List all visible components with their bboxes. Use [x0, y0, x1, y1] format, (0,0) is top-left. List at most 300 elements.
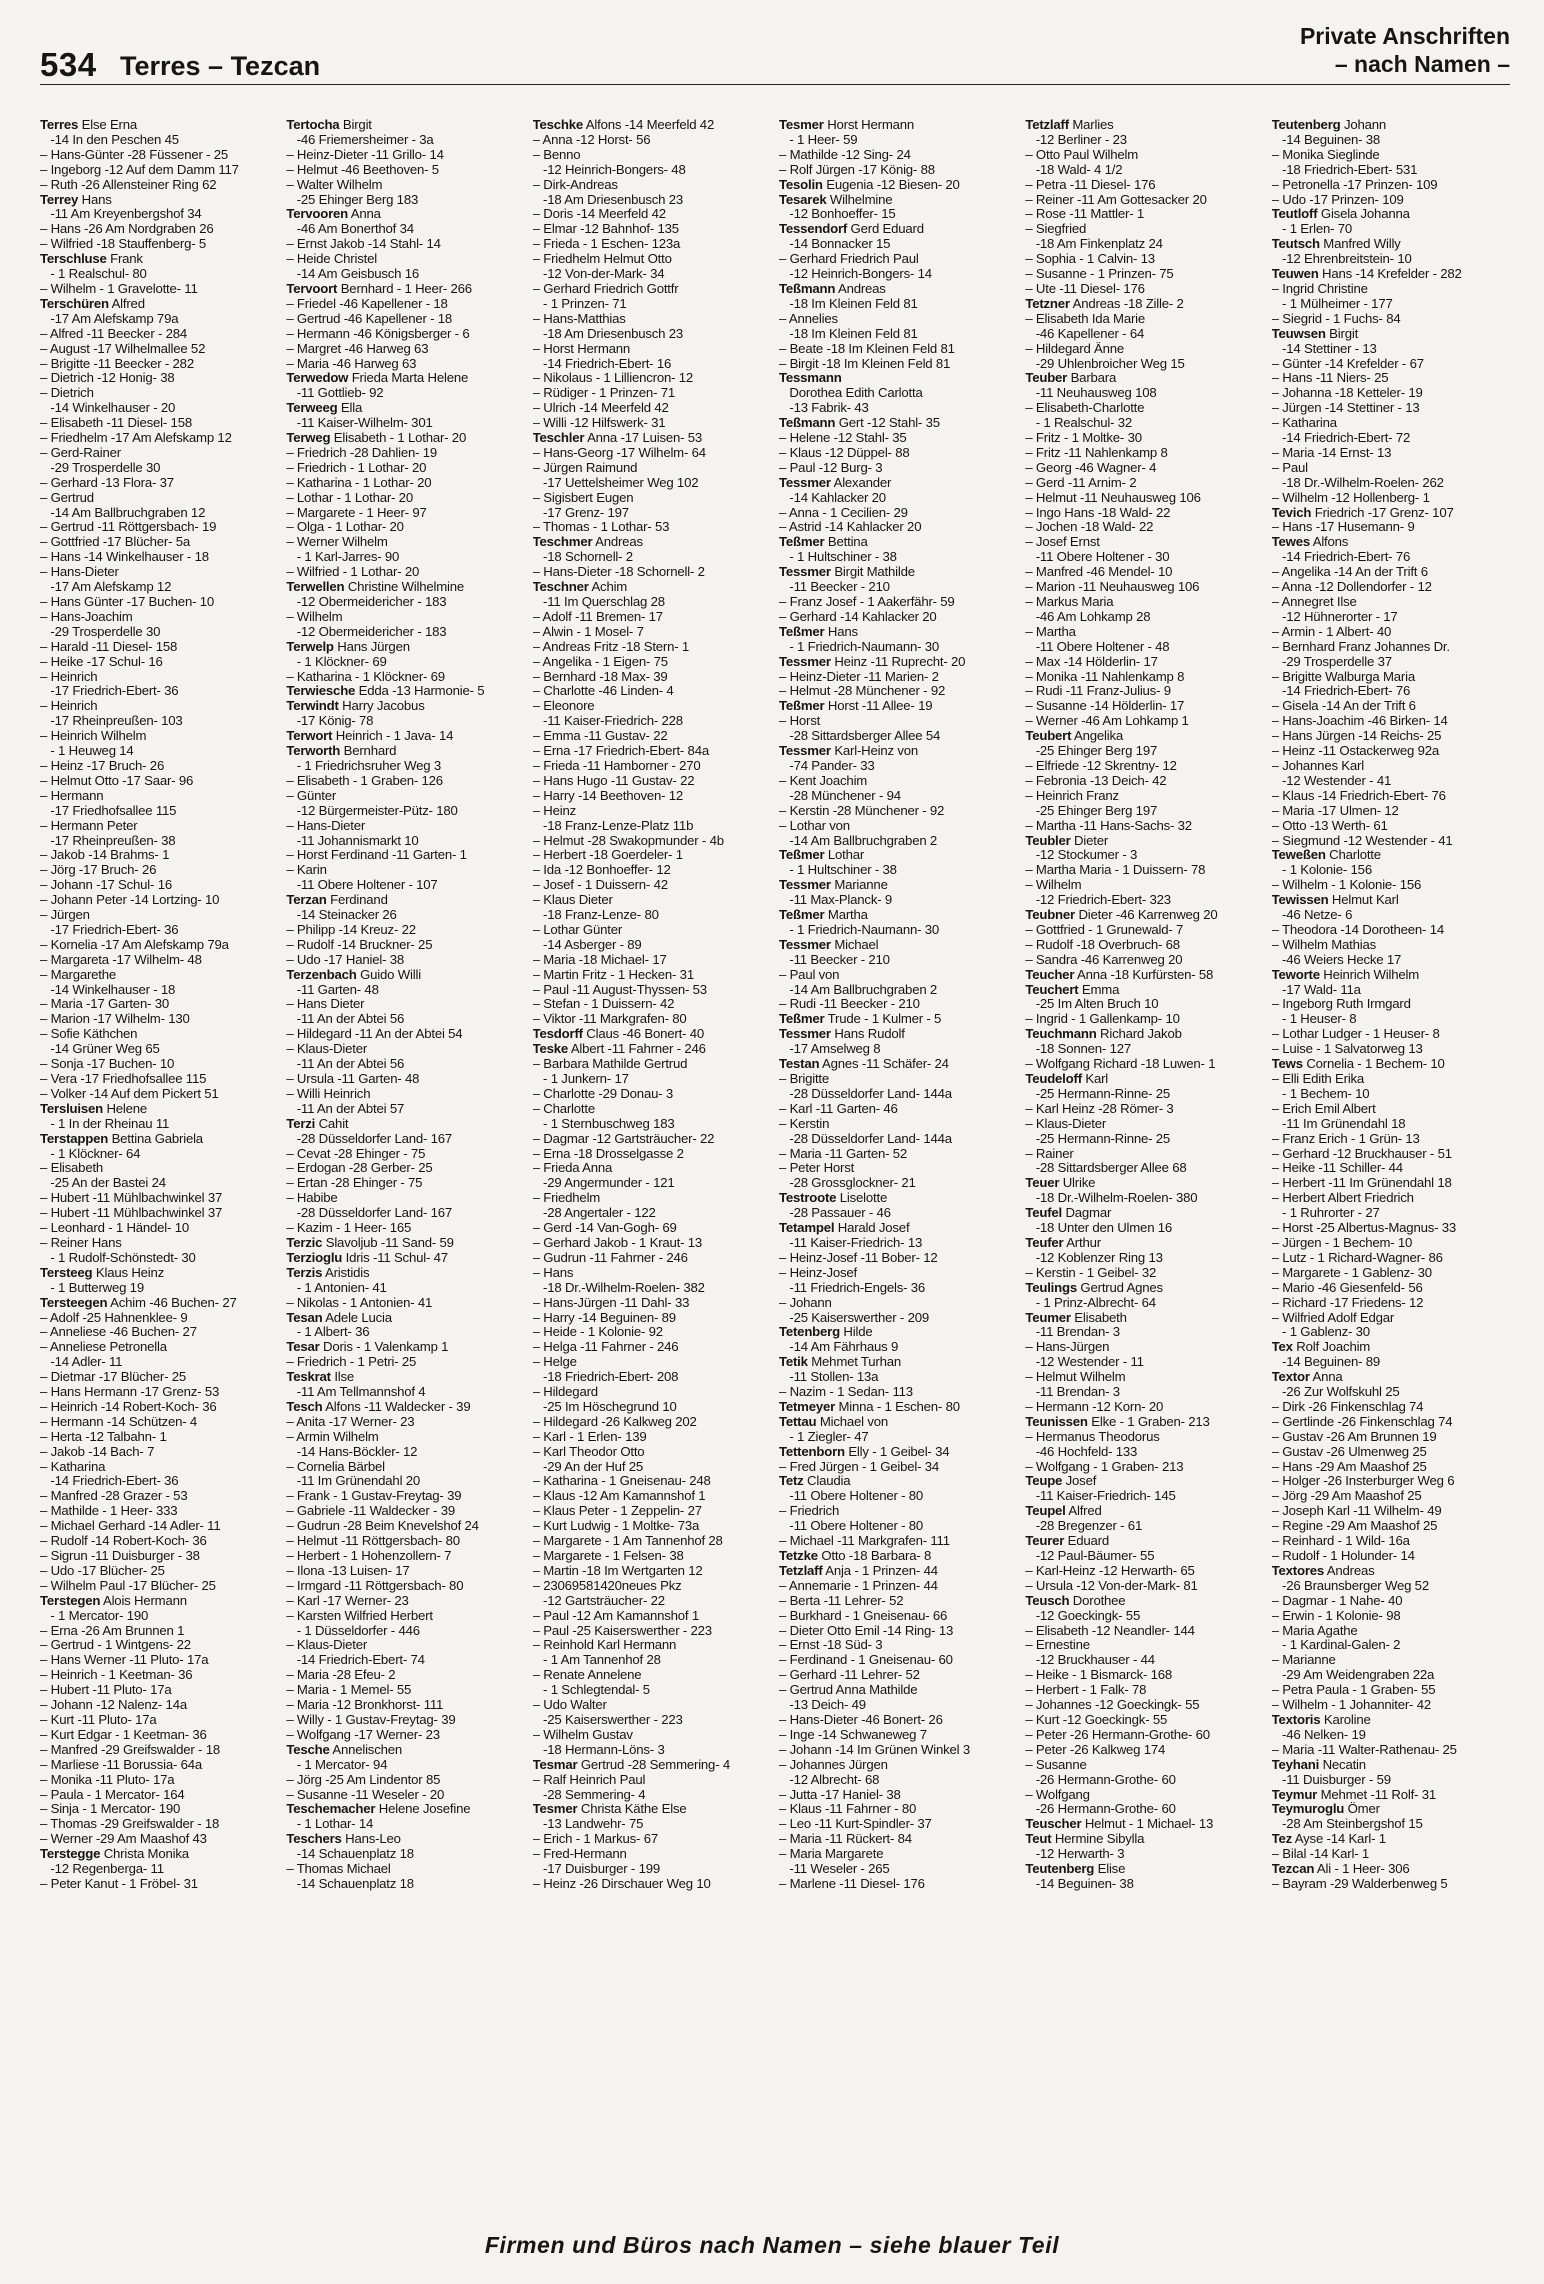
entry-text: Achim -46 Buchen- 27 [107, 1295, 237, 1310]
entry-text: Bernhard [340, 744, 397, 759]
directory-entry [1025, 1042, 1263, 1057]
directory-entry [1272, 312, 1510, 327]
directory-entry [533, 1788, 771, 1803]
entry-text: -11 An der Abtei 56 [286, 1012, 405, 1027]
surname: Teuchmann [1025, 1027, 1097, 1042]
entry-text: – Willy - 1 Gustav-Freytag- 39 [286, 1712, 456, 1727]
entry-text: – Klaus-Dieter [286, 1638, 368, 1653]
directory-entry [286, 774, 524, 789]
entry-text: – Maria -11 Walter-Rathenau- 25 [1271, 1742, 1457, 1757]
entry-text: Helmut - 1 Michael- 13 [1081, 1817, 1214, 1832]
directory-entry [1272, 878, 1510, 893]
entry-text: -28 Düsseldorfer Land- 167 [286, 1131, 453, 1146]
entry-text: -11 Johannismarkt 10 [286, 833, 419, 848]
entry-text: – Lothar von [778, 818, 850, 833]
directory-entry [286, 312, 524, 327]
directory-entry [1272, 1266, 1510, 1281]
entry-text: – Astrid -14 Kahlacker 20 [778, 520, 922, 535]
entry-text: Alfred [108, 296, 145, 311]
directory-entry [1272, 819, 1510, 834]
directory-entry [1025, 535, 1263, 550]
entry-text: -17 Duisburger - 199 [532, 1862, 660, 1877]
directory-entry-surname [40, 1132, 278, 1147]
entry-text: -14 Stettiner - 13 [1271, 341, 1377, 356]
directory-entry [40, 1340, 278, 1355]
entry-text: – Friedel -46 Kapellener - 18 [286, 296, 448, 311]
entry-text: -18 Am Driesenbusch 23 [532, 192, 684, 207]
directory-entry [286, 222, 524, 237]
directory-entry [1025, 1564, 1263, 1579]
surname: Teunissen [1025, 1414, 1088, 1429]
directory-entry [286, 163, 524, 178]
entry-text: – Heike -17 Schul- 16 [40, 654, 163, 669]
entry-text: – Armin Wilhelm [286, 1429, 379, 1444]
directory-entry [286, 1042, 524, 1057]
entry-text: – Karl - 1 Erlen- 139 [532, 1429, 647, 1444]
entry-text: – Kurt Edgar - 1 Keetman- 36 [40, 1727, 207, 1742]
entry-text: – Rudi -11 Franz-Julius- 9 [1025, 684, 1171, 699]
entry-text: Helmut Karl [1328, 893, 1399, 908]
directory-entry-surname [779, 222, 1017, 237]
surname: Teymur [1271, 1787, 1318, 1802]
directory-entry [1025, 744, 1263, 759]
entry-text: – Heike - 1 Bismarck- 168 [1025, 1668, 1173, 1683]
directory-entry [40, 1311, 278, 1326]
directory-entry [1272, 1683, 1510, 1698]
entry-text: – Charlotte [532, 1101, 595, 1116]
surname: Textores [1271, 1563, 1325, 1578]
entry-text: -28 Düsseldorfer Land- 167 [286, 1206, 453, 1221]
surname: Tessmer [778, 654, 831, 669]
directory-entry [533, 1087, 771, 1102]
entry-text: – Max -14 Hölderlin- 17 [1025, 654, 1158, 669]
directory-entry [40, 1564, 278, 1579]
directory-entry [1025, 774, 1263, 789]
directory-entry [1272, 729, 1510, 744]
entry-text: – Hildegard -26 Kalkweg 202 [532, 1414, 697, 1429]
surname: Terschüren [40, 296, 109, 311]
entry-text: Gertrud -28 Semmering- 4 [577, 1757, 730, 1772]
entry-text: -12 Obermeidericher - 183 [286, 624, 447, 639]
directory-entry-surname [286, 640, 524, 655]
entry-text: -11 Obere Holtener - 80 [778, 1519, 924, 1534]
directory-entry [1025, 878, 1263, 893]
entry-text: – Rüdiger - 1 Prinzen- 71 [532, 386, 675, 401]
directory-entry [779, 1788, 1017, 1803]
entry-text: Angelika [1071, 729, 1124, 744]
directory-entry [779, 386, 1017, 401]
directory-entry [779, 1534, 1017, 1549]
directory-entry-surname [40, 193, 278, 208]
directory-entry [1272, 1102, 1510, 1117]
directory-entry-surname [1025, 118, 1263, 133]
directory-entry [1272, 655, 1510, 670]
entry-text: – Erwin - 1 Kolonie- 98 [1271, 1608, 1401, 1623]
directory-entry [1272, 252, 1510, 267]
surname: Teschler [532, 431, 585, 446]
entry-text: – Gerhard Friedrich Paul [778, 252, 919, 267]
entry-text: – Erna -17 Friedrich-Ebert- 84a [532, 744, 709, 759]
directory-entry-surname [1025, 1281, 1263, 1296]
directory-entry [779, 1728, 1017, 1743]
directory-entry-surname [1272, 893, 1510, 908]
entry-text: – Margarete - 1 Felsen- 38 [532, 1549, 684, 1563]
entry-text: – Jörg -25 Am Lindentor 85 [286, 1772, 441, 1787]
entry-text: - 1 Friedrichsruher Weg 3 [286, 758, 441, 773]
surname: Tesolin [778, 177, 823, 192]
surname: Teßmer [778, 535, 825, 550]
directory-entry [779, 923, 1017, 938]
entry-text: – Hans-Dieter [286, 818, 366, 833]
entry-text: – Manfred -29 Greifswalder - 18 [40, 1742, 220, 1757]
entry-text: – Johannes Jürgen [778, 1757, 888, 1772]
entry-text: -29 Trosperdelle 37 [1271, 654, 1392, 669]
entry-text: – Marion -17 Wilhelm- 130 [40, 1012, 190, 1027]
entry-text: – Heinrich Wilhelm [40, 729, 147, 744]
entry-text: – Renate Annelene [532, 1668, 642, 1683]
entry-text: -13 Fabrik- 43 [778, 401, 869, 416]
directory-entry [779, 968, 1017, 983]
directory-columns [40, 118, 1510, 2210]
directory-entry [286, 133, 524, 148]
directory-column-4 [779, 118, 1017, 2210]
directory-entry-surname [286, 371, 524, 386]
entry-text: – Klaus-Dieter [1025, 1116, 1107, 1131]
surname: Tetzlaff [778, 1563, 823, 1578]
entry-text: – Wilhelm Mathias [1271, 937, 1376, 952]
directory-entry [286, 1668, 524, 1683]
entry-text: – Lothar Günter [532, 922, 623, 937]
directory-entry-surname [40, 297, 278, 312]
directory-entry-surname [286, 1400, 524, 1415]
entry-text: – Susanne [1025, 1757, 1087, 1772]
directory-entry [533, 1728, 771, 1743]
directory-entry [533, 610, 771, 625]
directory-entry [286, 1161, 524, 1176]
directory-entry-surname [779, 118, 1017, 133]
entry-text: -11 Beecker - 210 [778, 952, 890, 967]
directory-entry [779, 640, 1017, 655]
surname: Terzic [286, 1235, 323, 1250]
directory-entry-surname [286, 1743, 524, 1758]
directory-entry [533, 416, 771, 431]
directory-entry [779, 1102, 1017, 1117]
entry-text: Christa Monika [100, 1847, 189, 1862]
directory-entry-surname [1025, 297, 1263, 312]
directory-entry [1025, 237, 1263, 252]
entry-text: – Heide - 1 Kolonie- 92 [532, 1325, 663, 1340]
entry-text: – Heinrich Franz [1025, 788, 1119, 803]
entry-text: – Karl -17 Werner- 23 [286, 1593, 409, 1608]
directory-entry [533, 327, 771, 342]
directory-entry [286, 252, 524, 267]
directory-entry [40, 506, 278, 521]
surname: Teuscher [1025, 1817, 1082, 1832]
entry-text: - 1 Bechem- 10 [1271, 1086, 1370, 1101]
entry-text: -25 Im Höschegrund 10 [532, 1399, 677, 1414]
entry-text: -12 Obermeidericher - 183 [286, 595, 447, 609]
entry-text: – Ferdinand - 1 Gneisenau- 60 [778, 1653, 953, 1668]
directory-entry [533, 893, 771, 908]
entry-text: -17 Am Alefskamp 12 [40, 580, 172, 595]
entry-text: Hans-Leo [341, 1832, 401, 1847]
entry-text: - 1 Heer- 59 [778, 132, 858, 147]
directory-entry [286, 1355, 524, 1370]
entry-text: – Sofie Käthchen [40, 1027, 138, 1042]
directory-entry [40, 640, 278, 655]
directory-entry [1025, 1460, 1263, 1475]
entry-text: -18 Dr.-Wilhelm-Roelen- 382 [532, 1280, 705, 1295]
entry-text: – Stefan - 1 Duissern- 42 [532, 997, 675, 1012]
directory-entry [286, 1504, 524, 1519]
entry-text: – Bernhard -18 Max- 39 [532, 669, 668, 684]
entry-text: Birgit [339, 118, 372, 132]
entry-text: – Dietrich [40, 386, 94, 401]
directory-entry-surname [779, 1057, 1017, 1072]
directory-entry [1025, 401, 1263, 416]
directory-entry-surname [779, 282, 1017, 297]
entry-text: – Günter -14 Krefelder - 67 [1271, 356, 1424, 371]
directory-entry [1025, 580, 1263, 595]
entry-text: – Heike -11 Schiller- 44 [1271, 1161, 1403, 1176]
entry-text: – Jürgen - 1 Bechem- 10 [1271, 1235, 1413, 1250]
directory-entry [1272, 580, 1510, 595]
directory-entry-surname [533, 118, 771, 133]
directory-entry [1272, 1698, 1510, 1713]
entry-text: – Wilhelm Paul -17 Blücher- 25 [40, 1578, 216, 1593]
entry-text: – Fritz -11 Nahlenkamp 8 [1025, 445, 1168, 460]
surname: Tersluisen [40, 1101, 103, 1116]
directory-entry [533, 1102, 771, 1117]
entry-text: – Elisabeth-Charlotte [1025, 401, 1145, 416]
entry-text: -11 Weseler - 265 [778, 1862, 890, 1877]
directory-entry [1272, 1236, 1510, 1251]
directory-column-1 [40, 118, 278, 2210]
directory-entry [533, 1147, 771, 1162]
directory-entry-surname [533, 1027, 771, 1042]
directory-entry [779, 431, 1017, 446]
entry-text: – Fritz - 1 Moltke- 30 [1025, 431, 1142, 446]
directory-entry [1272, 1445, 1510, 1460]
directory-entry [533, 491, 771, 506]
directory-entry [1272, 1430, 1510, 1445]
entry-text: Anja - 1 Prinzen- 44 [822, 1563, 938, 1578]
surname: Tessmann [778, 371, 842, 386]
entry-text: – Brigitte [778, 1072, 830, 1086]
directory-entry [779, 863, 1017, 878]
entry-text: – Friedrich - 1 Petri- 25 [286, 1355, 417, 1370]
entry-text: Dieter -46 Karrenweg 20 [1074, 908, 1218, 923]
directory-entry [779, 1042, 1017, 1057]
directory-entry [286, 1325, 524, 1340]
entry-text: – Kurt -12 Goeckingk- 55 [1025, 1712, 1168, 1727]
entry-text: Agnes -11 Schäfer- 24 [819, 1057, 949, 1072]
directory-entry [40, 267, 278, 282]
entry-text: -28 Bregenzer - 61 [1025, 1519, 1143, 1534]
page-number: 534 [40, 46, 97, 83]
entry-text: – Karl Heinz -28 Römer- 3 [1025, 1101, 1174, 1116]
directory-entry [286, 908, 524, 923]
entry-text: – Markus Maria [1025, 595, 1114, 609]
entry-text: – Wolfgang [1025, 1787, 1090, 1802]
entry-text: -14 Am Ballbruchgraben 2 [778, 833, 938, 848]
entry-text: - 1 Realschul- 32 [1025, 416, 1133, 431]
directory-entry [779, 163, 1017, 178]
entry-text: – Friedhelm -17 Am Alefskamp 12 [40, 431, 232, 446]
entry-text: -12 Bonhoeffer- 15 [778, 207, 896, 222]
entry-text: -11 Im Querschlag 28 [532, 595, 665, 609]
entry-text: – Leo -11 Kurt-Spindler- 37 [778, 1817, 932, 1832]
surname: Tettenborn [778, 1444, 845, 1459]
entry-text: – Friedrich - 1 Lothar- 20 [286, 460, 427, 475]
entry-text: Alfons [1310, 535, 1349, 550]
surname: Teumer [1025, 1310, 1071, 1325]
directory-entry [40, 565, 278, 580]
entry-text: -11 Kaiser-Friedrich- 228 [532, 714, 683, 729]
directory-entry [40, 1668, 278, 1683]
directory-entry [1025, 282, 1263, 297]
directory-entry-surname [779, 476, 1017, 491]
entry-text: – Maria - 1 Memel- 55 [286, 1683, 412, 1698]
directory-entry [779, 1251, 1017, 1266]
directory-entry [533, 625, 771, 640]
directory-entry [1025, 699, 1263, 714]
directory-entry [533, 148, 771, 163]
entry-text: – Thomas Michael [286, 1862, 391, 1877]
surname: Terwelp [286, 639, 334, 654]
entry-text: – Dagmar - 1 Nahe- 40 [1271, 1593, 1403, 1608]
directory-entry [1272, 610, 1510, 625]
surname: Terzi [286, 1116, 316, 1131]
directory-entry [40, 834, 278, 849]
entry-text: – Gertlinde -26 Finkenschlag 74 [1271, 1414, 1453, 1429]
directory-entry [1272, 1385, 1510, 1400]
entry-text: – Kerstin [778, 1116, 830, 1131]
entry-text: -28 Am Steinbergshof 15 [1271, 1817, 1423, 1832]
directory-entry [533, 178, 771, 193]
entry-text: - 1 Heuweg 14 [40, 744, 134, 759]
entry-text: – Wilhelm [286, 609, 343, 624]
entry-text: – Hans Dieter [286, 997, 365, 1012]
entry-text: Ömer [1344, 1802, 1380, 1817]
surname: Teulings [1025, 1280, 1077, 1295]
entry-text: - 1 Düsseldorfer - 446 [286, 1623, 420, 1638]
entry-text: – Theodora -14 Dorotheen- 14 [1271, 922, 1444, 937]
entry-text: -14 Am Ballbruchgraben 12 [40, 505, 206, 520]
directory-entry [1272, 1638, 1510, 1653]
entry-text: – Hermann -14 Schützen- 4 [40, 1414, 197, 1429]
entry-text: -11 Im Grünendahl 20 [286, 1474, 421, 1489]
entry-text: Elke - 1 Graben- 213 [1087, 1414, 1210, 1429]
entry-text: – Dietmar -17 Blücher- 25 [40, 1370, 186, 1385]
entry-text: -12 Gartsträucher- 22 [532, 1593, 665, 1608]
surname: Tervooren [286, 207, 349, 222]
directory-entry [1025, 595, 1263, 610]
directory-entry [533, 729, 771, 744]
directory-entry [1272, 1206, 1510, 1221]
directory-entry [1272, 1296, 1510, 1311]
directory-entry [533, 1609, 771, 1624]
directory-entry [286, 1534, 524, 1549]
entry-text: – Gertrud -11 Röttgersbach- 19 [40, 520, 217, 535]
directory-entry [40, 1609, 278, 1624]
entry-text: – Erich Emil Albert [1271, 1101, 1376, 1116]
surname: Teutsch [1271, 237, 1320, 252]
directory-entry [533, 565, 771, 580]
surname: Tesan [286, 1310, 323, 1325]
directory-entry [1272, 1519, 1510, 1534]
directory-entry [286, 819, 524, 834]
entry-text: – Wolfgang - 1 Graben- 213 [1025, 1459, 1184, 1474]
directory-entry [286, 416, 524, 431]
entry-text: – Armin - 1 Albert- 40 [1271, 624, 1392, 639]
entry-text: – Benno [532, 147, 581, 162]
entry-text: -12 Bürgermeister-Pütz- 180 [286, 803, 458, 818]
entry-text: – Hans-Dieter -18 Schornell- 2 [532, 565, 705, 580]
entry-text: Annelischen [329, 1742, 402, 1757]
entry-text: -26 Hermann-Grothe- 60 [1025, 1772, 1176, 1787]
directory-entry [779, 1281, 1017, 1296]
entry-text: -14 Bonnacker 15 [778, 237, 891, 252]
entry-text: – Sandra -46 Karrenweg 20 [1025, 952, 1183, 967]
surname: Teweßen [1271, 848, 1326, 863]
directory-entry [1025, 1057, 1263, 1072]
entry-text: – Marliese -11 Borussia- 64a [40, 1757, 203, 1772]
entry-text: – Leonhard - 1 Händel- 10 [40, 1221, 189, 1236]
directory-entry [1025, 1296, 1263, 1311]
directory-entry [533, 1862, 771, 1877]
directory-entry [40, 357, 278, 372]
directory-entry-surname [779, 1221, 1017, 1236]
surname: Tezcan [1271, 1862, 1315, 1877]
entry-text: -12 Friedrich-Ebert- 323 [1025, 893, 1171, 908]
surname: Teschemacher [286, 1802, 376, 1817]
entry-text: -12 Stockumer - 3 [1025, 848, 1138, 863]
directory-entry [779, 1385, 1017, 1400]
directory-entry [779, 729, 1017, 744]
entry-text: -18 Dr.-Wilhelm-Roelen- 262 [1271, 475, 1444, 490]
entry-text: – Lothar - 1 Lothar- 20 [286, 490, 413, 505]
surname: Teuwen [1271, 267, 1319, 282]
directory-entry [286, 1817, 524, 1832]
directory-entry [286, 1653, 524, 1668]
entry-text: -11 Am Kreyenbergshof 34 [40, 207, 202, 222]
entry-text: -28 Angertaler - 122 [532, 1206, 656, 1221]
directory-entry [286, 1877, 524, 1892]
entry-text: – Martin -18 Im Wertgarten 12 [532, 1563, 703, 1578]
directory-entry [533, 774, 771, 789]
entry-text: – Ulrich -14 Meerfeld 42 [532, 401, 669, 416]
directory-entry [533, 1266, 771, 1281]
directory-entry [286, 1758, 524, 1773]
entry-text: Anna -17 Luisen- 53 [584, 431, 703, 446]
surname: Teudeloff [1025, 1072, 1082, 1086]
entry-text: – Wilhelm - 1 Johanniter- 42 [1271, 1698, 1431, 1713]
directory-entry [1025, 655, 1263, 670]
directory-entry [1272, 1668, 1510, 1683]
surname: Teske [532, 1042, 569, 1057]
entry-text: Albert -11 Fahrner - 246 [568, 1042, 706, 1057]
directory-entry [1272, 804, 1510, 819]
surname: Teupe [1025, 1474, 1063, 1489]
entry-text: Andreas [592, 535, 643, 550]
directory-entry [533, 401, 771, 416]
directory-entry-surname [286, 968, 524, 983]
directory-entry [1272, 953, 1510, 968]
entry-text: - 1 Albert- 36 [286, 1325, 370, 1340]
directory-entry [1272, 1474, 1510, 1489]
directory-entry [40, 371, 278, 386]
